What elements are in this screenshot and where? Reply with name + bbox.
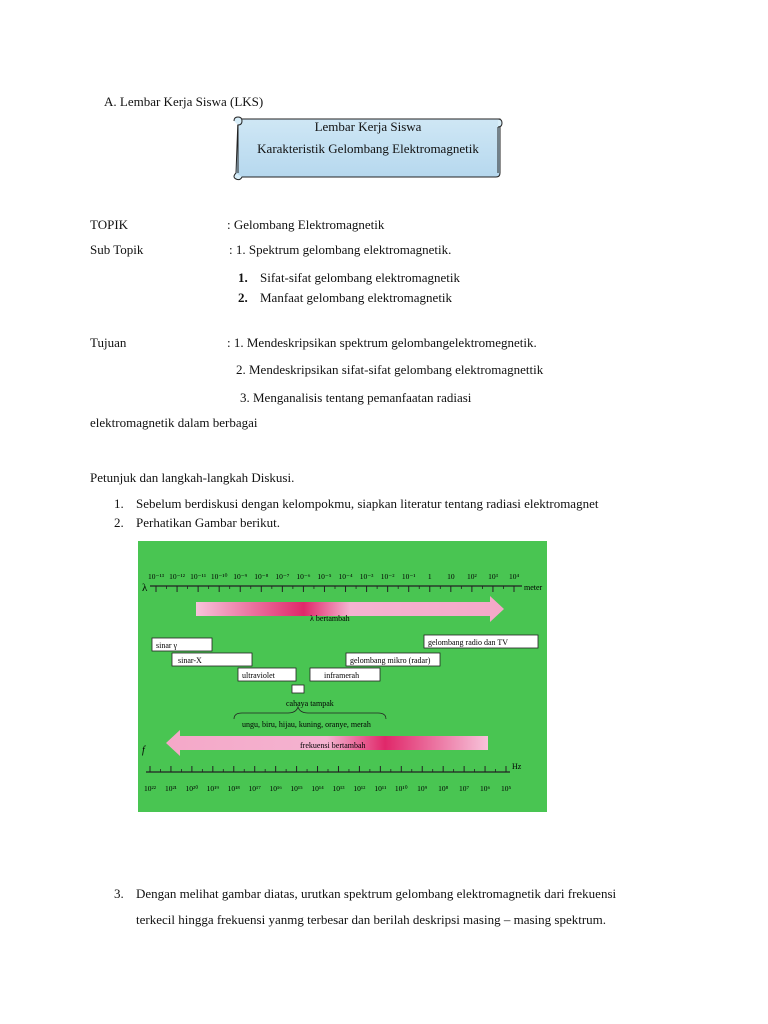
frequency-tick-label-12: 10¹⁰ (394, 784, 408, 793)
visible-light-label: cahaya tampak (286, 699, 334, 708)
wavelength-tick-label-11: 10⁻² (380, 572, 395, 581)
topik-value: : Gelombang Elektromagnetik (227, 217, 385, 232)
visible-colors-label: ungu, biru, hijau, kuning, oranye, merah (242, 720, 371, 729)
frequency-tick-label-2: 10²⁰ (185, 784, 199, 793)
wavelength-tick-label-8: 10⁻⁵ (317, 572, 332, 581)
step-3-line-2: terkecil hingga frekuensi yanmg terbesar dan berilah deskripsi masing – masing spektrum. (136, 912, 607, 927)
step-2-text: Perhatikan Gambar berikut. (136, 515, 281, 530)
visible-light-brace (234, 707, 386, 719)
banner-line-2: Karakteristik Gelombang Elektromagnetik (257, 141, 479, 156)
section-heading: A. Lembar Kerja Siswa (LKS) (104, 94, 264, 109)
step-2-number: 2. (114, 515, 124, 530)
step-1-number: 1. (114, 496, 124, 511)
tujuan-label: Tujuan (90, 335, 127, 350)
band-uv-label: ultraviolet (242, 671, 275, 680)
wavelength-tick-label-2: 10⁻¹¹ (190, 572, 207, 581)
frequency-tick-label-0: 10²² (144, 784, 156, 793)
step-3-line-1: Dengan melihat gambar diatas, urutkan spektrum gelombang elektromagnetik dari frekuensi (136, 886, 617, 901)
frequency-tick-label-6: 10¹⁶ (269, 784, 282, 793)
frequency-tick-label-4: 10¹⁸ (227, 784, 240, 793)
frequency-tick-label-10: 10¹² (353, 784, 366, 793)
band-micro-label: gelombang mikro (radar) (350, 656, 431, 665)
tujuan-item-3-continued: elektromagnetik dalam berbagai (90, 415, 258, 430)
frequency-tick-label-11: 10¹¹ (374, 784, 387, 793)
wavelength-tick-label-1: 10⁻¹² (169, 572, 186, 581)
frequency-tick-label-17: 10⁵ (500, 784, 512, 793)
frequency-tick-label-3: 10¹⁹ (206, 784, 220, 793)
wavelength-tick-label-15: 10² (467, 572, 477, 581)
wavelength-tick-label-5: 10⁻⁸ (254, 572, 269, 581)
frequency-tick-label-16: 10⁶ (479, 784, 491, 793)
band-visible-box (292, 685, 304, 693)
wavelength-tick-label-13: 1 (427, 572, 432, 581)
frequency-arrow-label: frekuensi bertambah (300, 741, 366, 750)
wavelength-tick-label-16: 10³ (488, 572, 498, 581)
frequency-tick-label-5: 10¹⁷ (248, 784, 261, 793)
step-3-number: 3. (114, 886, 124, 901)
frequency-tick-label-9: 10¹³ (332, 784, 345, 793)
banner-line-1: Lembar Kerja Siswa (314, 119, 422, 134)
tujuan-item-3: 3. Menganalisis tentang pemanfaatan radiasi (240, 390, 472, 405)
frequency-tick-label-7: 10¹⁵ (290, 784, 303, 793)
wavelength-unit: meter (524, 583, 543, 592)
subtopik-label: Sub Topik (90, 242, 144, 257)
lambda-arrow-label: λ bertambah (310, 614, 350, 623)
frequency-unit: Hz (512, 762, 522, 771)
band-radio-label: gelombang radio dan TV (428, 638, 509, 647)
band-gamma-label: sinar γ (156, 641, 178, 650)
wavelength-tick-label-12: 10⁻¹ (401, 572, 416, 581)
wavelength-tick-label-4: 10⁻⁹ (233, 572, 248, 581)
wavelength-tick-label-14: 10 (447, 572, 455, 581)
step-1-text: Sebelum berdiskusi dengan kelompokmu, siapkan literatur tentang radiasi elektromagnet (136, 496, 599, 511)
frequency-tick-label-14: 10⁸ (438, 784, 449, 793)
em-spectrum-diagram (138, 541, 547, 812)
lambda-increase-arrow (196, 596, 504, 622)
wavelength-tick-label-10: 10⁻³ (359, 572, 374, 581)
wavelength-tick-label-7: 10⁻⁶ (296, 572, 311, 581)
subtopik-item-3-number: 2. (238, 290, 248, 305)
wavelength-tick-label-3: 10⁻¹⁰ (210, 572, 228, 581)
em-spectrum-figure (138, 541, 547, 812)
wavelength-tick-label-9: 10⁻⁴ (338, 572, 353, 581)
lambda-symbol: λ (142, 582, 148, 594)
band-ir-label: inframerah (324, 671, 360, 680)
frequency-tick-label-1: 10²¹ (164, 784, 177, 793)
band-xray-label: sinar-X (178, 656, 202, 665)
wavelength-tick-label-6: 10⁻⁷ (275, 572, 290, 581)
wavelength-tick-label-17: 10⁴ (508, 572, 520, 581)
frequency-tick-label-15: 10⁷ (459, 784, 470, 793)
subtopik-item-2-number: 1. (238, 270, 248, 285)
frequency-tick-label-13: 10⁹ (417, 784, 428, 793)
frequency-tick-label-8: 10¹⁴ (311, 784, 324, 793)
subtopik-item-1: : 1. Spektrum gelombang elektromagnetik. (229, 242, 452, 257)
title-banner (230, 115, 506, 181)
frequency-symbol: f (142, 745, 145, 756)
wavelength-tick-label-0: 10⁻¹³ (148, 572, 164, 581)
petunjuk-heading: Petunjuk dan langkah-langkah Diskusi. (90, 470, 295, 485)
subtopik-item-2-text: Sifat-sifat gelombang elektromagnetik (260, 270, 460, 285)
topik-label: TOPIK (90, 217, 129, 232)
subtopik-item-3-text: Manfaat gelombang elektromagnetik (260, 290, 453, 305)
tujuan-item-1: : 1. Mendeskripsikan spektrum gelombangelektromegnetik. (227, 335, 537, 350)
tujuan-item-2: 2. Mendeskripsikan sifat-sifat gelombang elektromagnettik (236, 362, 544, 377)
